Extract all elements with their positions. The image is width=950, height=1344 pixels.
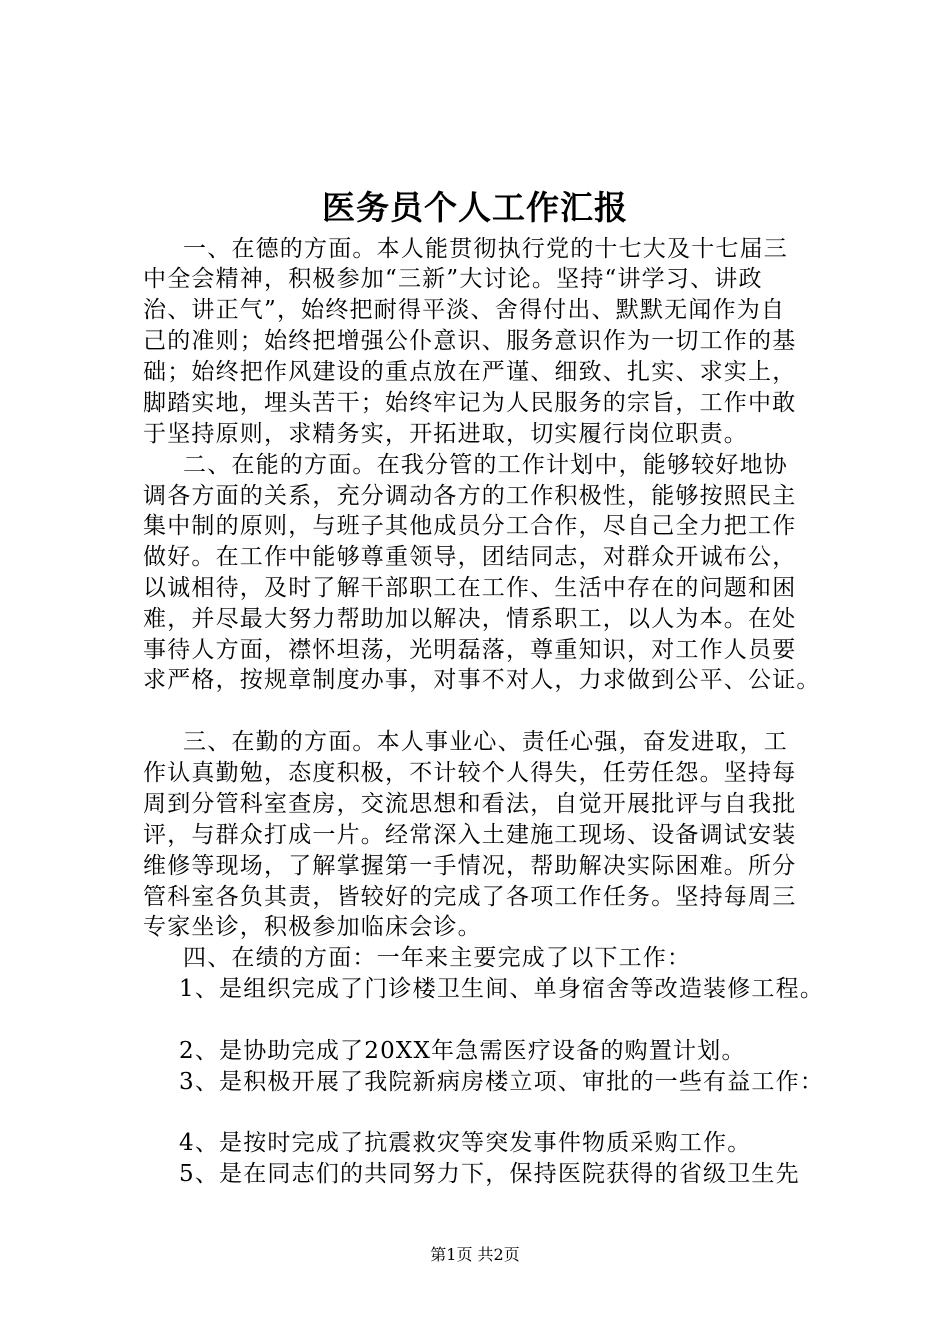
text-line: 作认真勤勉，态度积极，不计较个人得失，任劳任怨。坚持每 bbox=[143, 760, 797, 786]
text-line: 求严格，按规章制度办事，对事不对人，力求做到公平、公证。 bbox=[143, 667, 821, 693]
text-line: 以诚相待，及时了解干部职工在工作、生活中存在的问题和困 bbox=[143, 575, 797, 601]
list-item: 3、是积极开展了我院新病房楼立项、审批的一些有益工作： bbox=[179, 1069, 825, 1095]
text-line: 一、在德的方面。本人能贯彻执行党的十七大及十七届三 bbox=[183, 236, 788, 262]
text-line: 评，与群众打成一片。经常深入土建施工现场、设备调试安装 bbox=[143, 822, 797, 848]
text-line: 做好。在工作中能够尊重领导，团结同志，对群众开诚布公， bbox=[143, 544, 797, 570]
list-item: 1、是组织完成了门诊楼卫生间、单身宿舍等改造装修工程。 bbox=[179, 976, 825, 1002]
text-line: 三、在勤的方面。本人事业心、责任心强，奋发进取，工 bbox=[183, 729, 788, 755]
text-line: 四、在绩的方面：一年来主要完成了以下工作： bbox=[183, 945, 692, 971]
text-line: 难，并尽最大努力帮助加以解决，情系职工，以人为本。在处 bbox=[143, 606, 797, 632]
text-line: 己的准则；始终把增强公仆意识、服务意识作为一切工作的基 bbox=[143, 328, 797, 354]
text-line: 事待人方面，襟怀坦荡，光明磊落，尊重知识，对工作人员要 bbox=[143, 637, 797, 663]
text-line: 治、讲正气”，始终把耐得平淡、舍得付出、默默无闻作为自 bbox=[143, 297, 786, 323]
text-line: 于坚持原则，求精务实，开拓进取，切实履行岗位职责。 bbox=[143, 421, 748, 447]
text-line: 脚踏实地，埋头苦干；始终牢记为人民服务的宗旨，工作中敢 bbox=[143, 390, 797, 416]
text-line: 础；始终把作风建设的重点放在严谨、细致、扎实、求实上， bbox=[143, 359, 797, 385]
text-line: 调各方面的关系，充分调动各方的工作积极性，能够按照民主 bbox=[143, 483, 797, 509]
text-line: 集中制的原则，与班子其他成员分工合作，尽自己全力把工作 bbox=[143, 513, 797, 539]
list-item: 2、是协助完成了20XX年急需医疗设备的购置计划。 bbox=[179, 1038, 746, 1064]
text-line: 中全会精神，积极参加“三新”大讨论。坚持“讲学习、讲政 bbox=[143, 266, 763, 292]
list-item: 4、是按时完成了抗震救灾等突发事件物质采购工作。 bbox=[179, 1130, 752, 1156]
text-line: 管科室各负其责，皆较好的完成了各项工作任务。坚持每周三 bbox=[143, 884, 797, 910]
document-title: 医务员个人工作汇报 bbox=[322, 188, 628, 227]
list-item: 5、是在同志们的共同努力下，保持医院获得的省级卫生先 bbox=[179, 1161, 800, 1187]
text-line: 维修等现场，了解掌握第一手情况，帮助解决实际困难。所分 bbox=[143, 853, 797, 879]
text-line: 专家坐诊，积极参加临床会诊。 bbox=[143, 914, 482, 940]
text-line: 周到分管科室查房，交流思想和看法，自觉开展批评与自我批 bbox=[143, 791, 797, 817]
page-number: 第1页 共2页 bbox=[430, 1245, 520, 1264]
text-line: 二、在能的方面。在我分管的工作计划中，能够较好地协 bbox=[183, 452, 788, 478]
